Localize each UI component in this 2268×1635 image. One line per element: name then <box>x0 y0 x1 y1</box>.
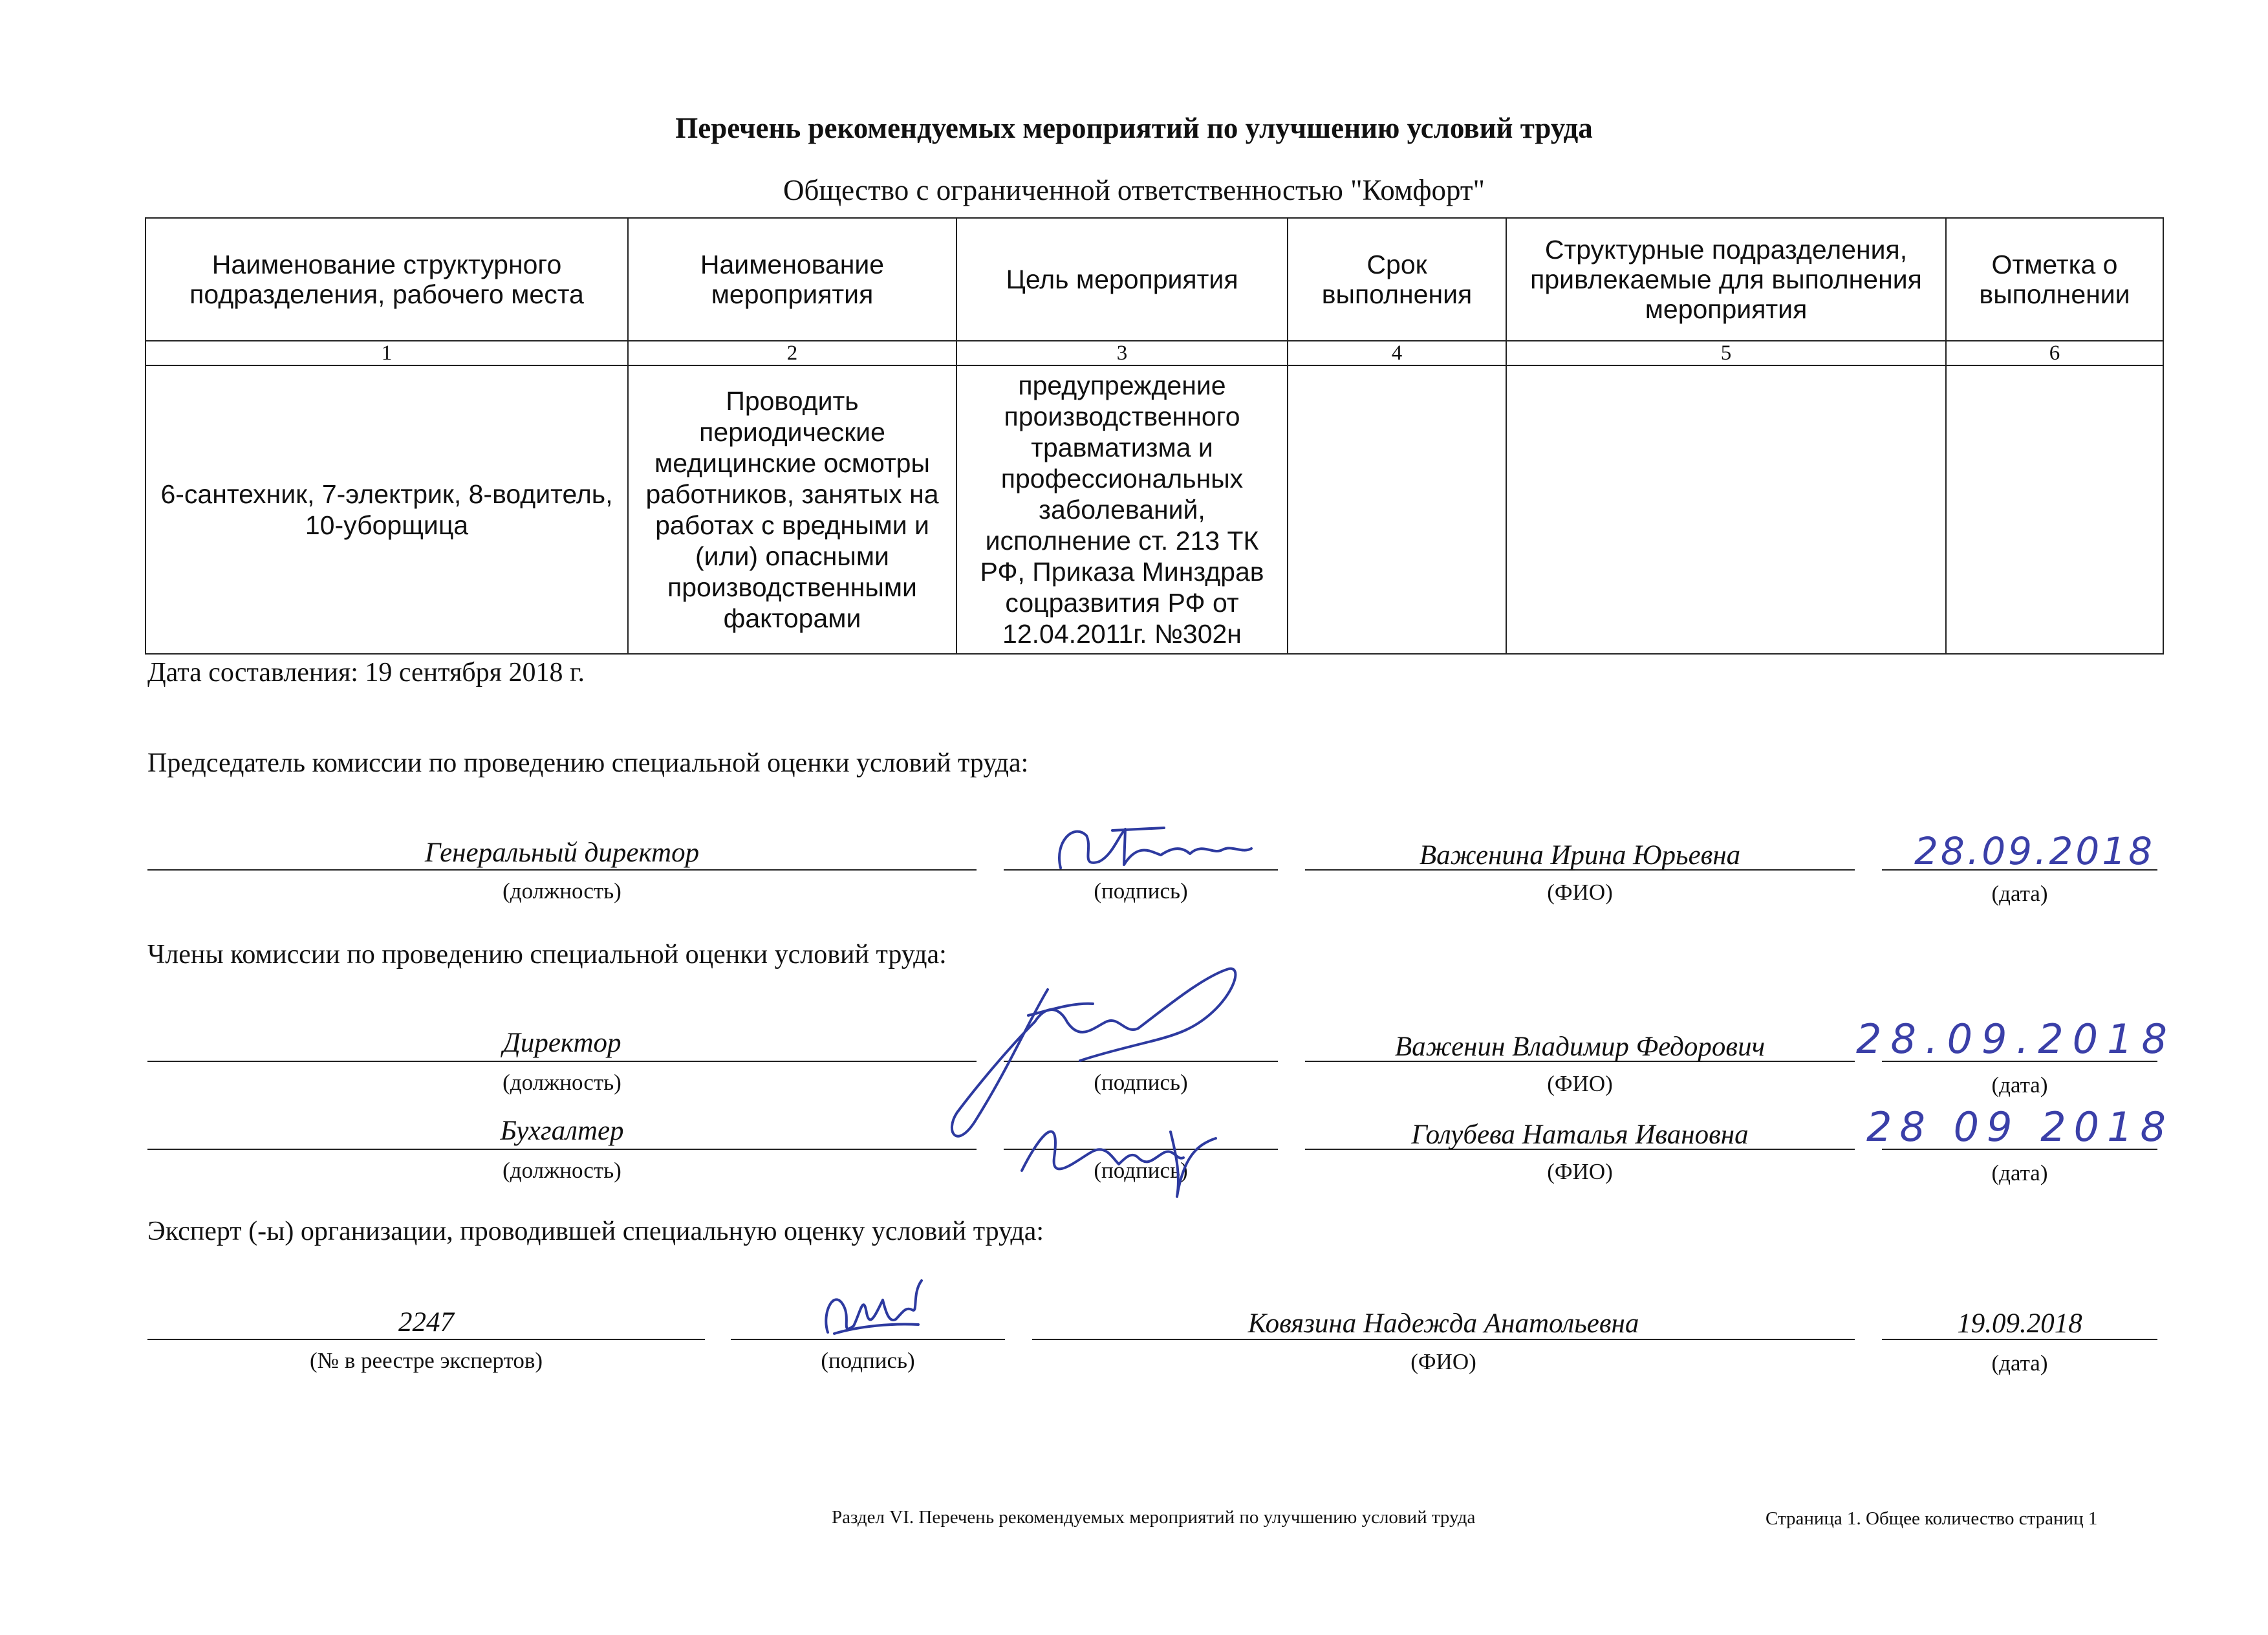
date-compiled: Дата составления: 19 сентября 2018 г. <box>147 658 585 688</box>
header-deadline: Срок выполнения <box>1288 218 1506 341</box>
member-position: Бухгалтер <box>500 1116 624 1146</box>
column-number: 5 <box>1506 341 1946 365</box>
caption-fio: (ФИО) <box>1547 880 1613 905</box>
expert-fio: Ковязина Надежда Анатольевна <box>1247 1308 1639 1339</box>
chairman-date: 28.09.2018 <box>1914 829 2155 873</box>
caption-position: (должность) <box>502 1158 621 1183</box>
cell-mark <box>1946 365 2163 654</box>
chairman-signature <box>1048 816 1261 881</box>
cell-workplace: 6-сантехник, 7-электрик, 8-водитель, 10-уборщица <box>146 365 628 654</box>
header-departments: Структурные подразделения, привлекаемые для выполнения мероприятия <box>1506 218 1946 341</box>
expert-registry-line <box>147 1339 705 1340</box>
header-mark: Отметка о выполнении <box>1946 218 2163 341</box>
caption-fio: (ФИО) <box>1410 1349 1476 1374</box>
caption-date: (дата) <box>1991 1160 2048 1186</box>
members-signature <box>931 964 1280 1209</box>
caption-date: (дата) <box>1991 881 2048 906</box>
member-position-line <box>147 1149 977 1150</box>
chairman-fio: Важенина Ирина Юрьевна <box>1419 840 1741 871</box>
caption-position: (должность) <box>502 878 621 904</box>
member-fio: Важенин Владимир Федорович <box>1394 1032 1766 1062</box>
expert-heading: Эксперт (-ы) организации, проводившей специальную оценку условий труда: <box>147 1217 1044 1246</box>
member-position: Директор <box>502 1028 621 1058</box>
caption-signature: (подпись) <box>1094 878 1188 904</box>
caption-signature: (подпись) <box>1094 1070 1188 1095</box>
member-date: 28.09.2018 <box>1856 1015 2176 1063</box>
cell-departments <box>1506 365 1946 654</box>
chairman-heading: Председатель комиссии по проведению специальной оценки условий труда: <box>147 748 1029 778</box>
caption-position: (должность) <box>502 1070 621 1095</box>
cell-deadline <box>1288 365 1506 654</box>
footer-page-count: Страница 1. Общее количество страниц 1 <box>1766 1508 2098 1529</box>
members-heading: Члены комиссии по проведению специальной оценки условий труда: <box>147 940 947 969</box>
chairman-position: Генеральный директор <box>424 838 700 868</box>
document-title: Перечень рекомендуемых мероприятий по улучшению условий труда <box>675 112 1593 144</box>
member-position-line <box>147 1061 977 1062</box>
caption-signature: (подпись) <box>1094 1158 1188 1183</box>
member-date: 28 09 2018 <box>1866 1103 2174 1151</box>
caption-fio: (ФИО) <box>1547 1159 1613 1184</box>
expert-registry-number: 2247 <box>398 1307 454 1337</box>
header-measure: Наименование мероприятия <box>628 218 956 341</box>
measures-table <box>145 217 2164 655</box>
column-number-row <box>146 341 2163 365</box>
expert-date: 19.09.2018 <box>1957 1308 2082 1339</box>
table-header-row <box>146 218 2163 341</box>
cell-measure: Проводить периодические медицинские осмотры работников, занятых на работах с вредными и (или) опасными производственными факторами <box>628 365 956 654</box>
chairman-position-line <box>147 869 977 871</box>
table-row <box>146 365 2163 654</box>
cell-goal: предупреждение производственного травматизма и профессиональных заболеваний, исполнение ст. 213 ТК РФ, Приказа Минздрав соцразвития РФ от 12.04.2011г. №302н <box>956 365 1288 654</box>
column-number: 6 <box>1946 341 2163 365</box>
expert-signature <box>815 1274 931 1345</box>
column-number: 2 <box>628 341 956 365</box>
caption-registry: (№ в реестре экспертов) <box>309 1348 543 1373</box>
organization-name: Общество с ограниченной ответственностью "Комфорт" <box>783 174 1485 206</box>
member-fio: Голубева Наталья Ивановна <box>1411 1120 1749 1150</box>
column-number: 4 <box>1288 341 1506 365</box>
caption-signature: (подпись) <box>821 1348 915 1373</box>
caption-date: (дата) <box>1991 1072 2048 1098</box>
column-number: 3 <box>956 341 1288 365</box>
footer-section: Раздел VI. Перечень рекомендуемых мероприятий по улучшению условий труда <box>832 1507 1476 1528</box>
header-workplace: Наименование структурного подразделения, рабочего места <box>146 218 628 341</box>
caption-date: (дата) <box>1991 1350 2048 1376</box>
column-number: 1 <box>146 341 628 365</box>
header-goal: Цель мероприятия <box>956 218 1288 341</box>
caption-fio: (ФИО) <box>1547 1071 1613 1096</box>
